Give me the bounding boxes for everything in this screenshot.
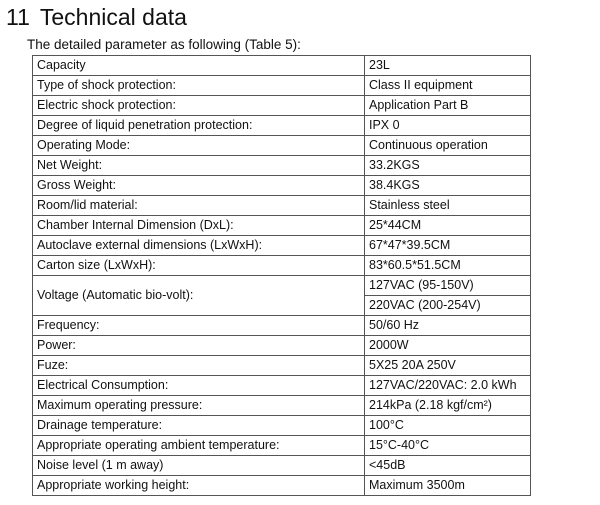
table-row [33, 156, 531, 176]
value-cell: 33.2KGS [365, 156, 531, 176]
table-row [33, 476, 531, 496]
parameter-cell: Type of shock protection: [33, 76, 365, 96]
parameter-cell: Room/lid material: [33, 196, 365, 216]
value-cell: 83*60.5*51.5CM [365, 256, 531, 276]
table-row [33, 76, 531, 96]
table-row [33, 336, 531, 356]
value-cell: 127VAC/220VAC: 2.0 kWh [365, 376, 531, 396]
section-heading [6, 2, 187, 32]
value-cell: 5X25 20A 250V [365, 356, 531, 376]
table-row [33, 56, 531, 76]
parameter-cell: Operating Mode: [33, 136, 365, 156]
table-row [33, 116, 531, 136]
value-cell: Application Part B [365, 96, 531, 116]
parameter-cell: Maximum operating pressure: [33, 396, 365, 416]
table-row [33, 236, 531, 256]
value-cell: 100°C [365, 416, 531, 436]
parameter-cell: Appropriate working height: [33, 476, 365, 496]
parameter-cell: Appropriate operating ambient temperature: [33, 436, 365, 456]
table-row [33, 216, 531, 236]
table-row [33, 416, 531, 436]
parameter-cell: Net Weight: [33, 156, 365, 176]
parameter-cell: Voltage (Automatic bio-volt): [33, 276, 365, 316]
table-row [33, 376, 531, 396]
value-cell: 15°C-40°C [365, 436, 531, 456]
table-row [33, 396, 531, 416]
value-cell: Stainless steel [365, 196, 531, 216]
value-cell: 50/60 Hz [365, 316, 531, 336]
parameter-cell: Electrical Consumption: [33, 376, 365, 396]
value-cell: 220VAC (200-254V) [365, 296, 531, 316]
table-row [33, 456, 531, 476]
value-cell: Class II equipment [365, 76, 531, 96]
value-cell: 2000W [365, 336, 531, 356]
parameter-cell: Chamber Internal Dimension (DxL): [33, 216, 365, 236]
value-cell: 25*44CM [365, 216, 531, 236]
value-cell: 214kPa (2.18 kgf/cm²) [365, 396, 531, 416]
table-row [33, 256, 531, 276]
value-cell: 127VAC (95-150V) [365, 276, 531, 296]
table-row [33, 316, 531, 336]
parameter-cell: Carton size (LxWxH): [33, 256, 365, 276]
parameter-cell: Fuze: [33, 356, 365, 376]
table-row [33, 276, 531, 296]
value-cell: 38.4KGS [365, 176, 531, 196]
table-row [33, 196, 531, 216]
value-cell: Continuous operation [365, 136, 531, 156]
value-cell: 23L [365, 56, 531, 76]
parameter-cell: Gross Weight: [33, 176, 365, 196]
parameter-cell: Autoclave external dimensions (LxWxH): [33, 236, 365, 256]
intro-text: The detailed parameter as following (Table 5): [27, 37, 301, 52]
value-cell: IPX 0 [365, 116, 531, 136]
parameter-cell: Degree of liquid penetration protection: [33, 116, 365, 136]
parameter-cell: Frequency: [33, 316, 365, 336]
value-cell: <45dB [365, 456, 531, 476]
parameter-cell: Capacity [33, 56, 365, 76]
parameter-cell: Noise level (1 m away) [33, 456, 365, 476]
table-row [33, 176, 531, 196]
table-row [33, 356, 531, 376]
technical-data-table-body [33, 56, 531, 496]
parameter-cell: Electric shock protection: [33, 96, 365, 116]
value-cell: Maximum 3500m [365, 476, 531, 496]
table-row [33, 96, 531, 116]
parameter-cell: Power: [33, 336, 365, 356]
value-cell: 67*47*39.5CM [365, 236, 531, 256]
section-number: 11 [6, 4, 30, 30]
table-row [33, 136, 531, 156]
table-row [33, 436, 531, 456]
section-title: Technical data [39, 4, 187, 30]
technical-data-table [32, 55, 531, 496]
parameter-cell: Drainage temperature: [33, 416, 365, 436]
